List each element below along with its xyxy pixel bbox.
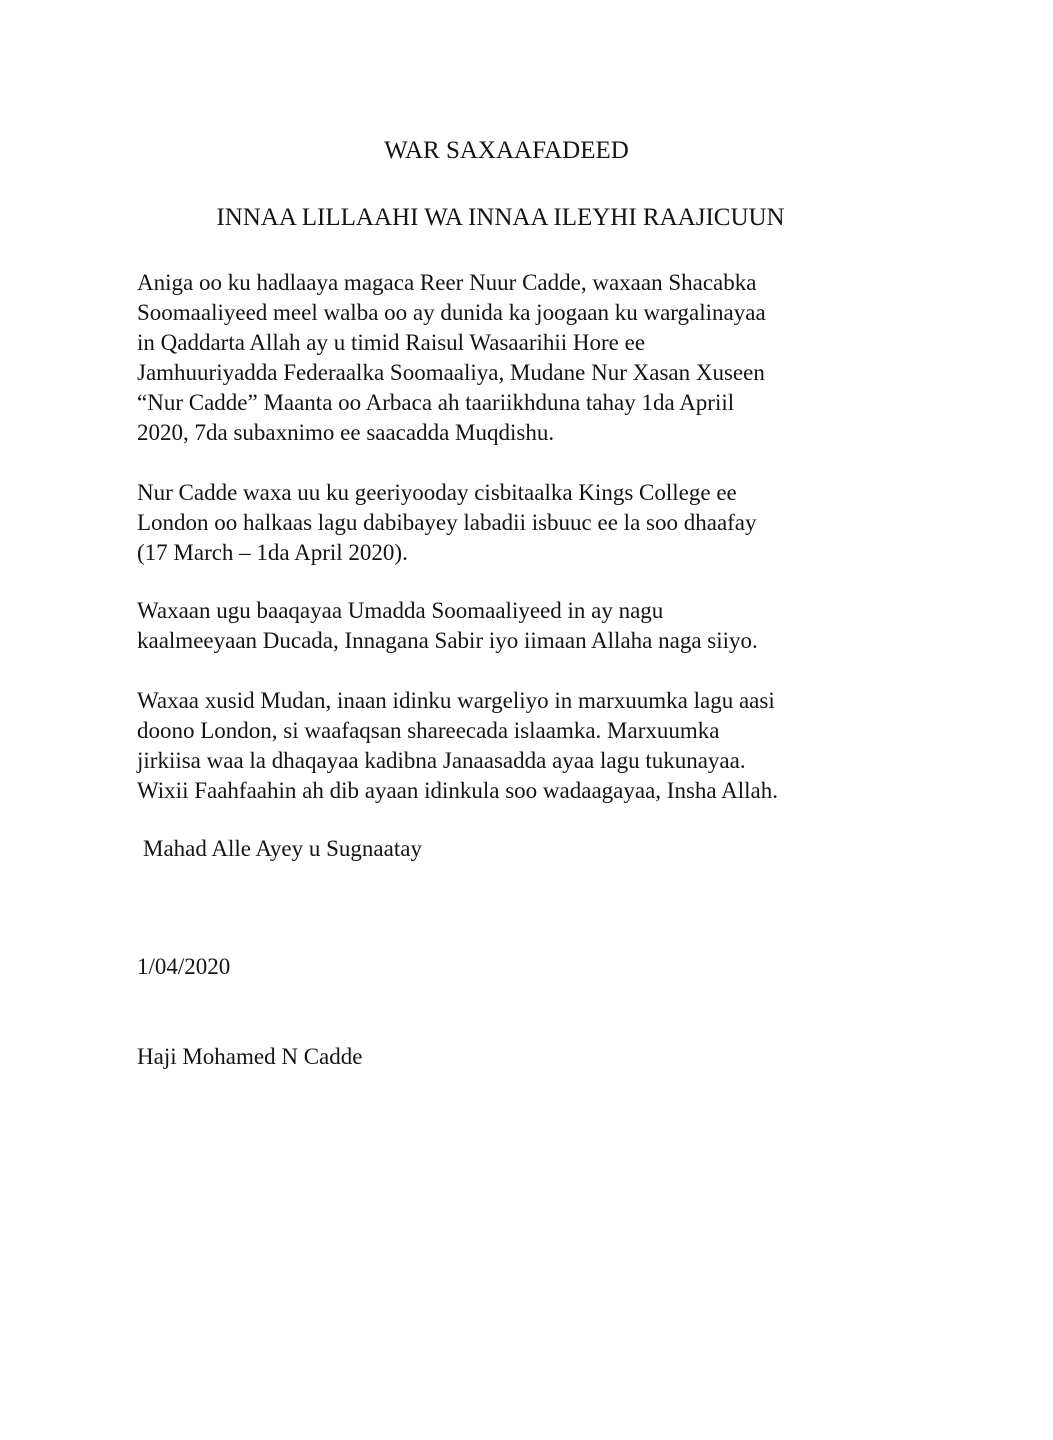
paragraph-line: (17 March – 1da April 2020). (137, 540, 408, 565)
signatory-name: Haji Mohamed N Cadde (137, 1044, 363, 1069)
paragraph-line: in Qaddarta Allah ay u timid Raisul Wasaarihii Hore ee (137, 330, 646, 355)
document-title: WAR SAXAAFADEED (384, 137, 629, 164)
paragraph-burial (137, 686, 907, 806)
paragraph-line: Aniga oo ku hadlaaya magaca Reer Nuur Cadde, waxaan Shacabka (137, 270, 757, 295)
paragraph-announcement (137, 268, 907, 448)
paragraph-line: “Nur Cadde” Maanta oo Arbaca ah taariikhduna tahay 1da Apriil (137, 390, 735, 415)
document-subtitle: INNAA LILLAAHI WA INNAA ILEYHI RAAJICUUN (216, 204, 785, 231)
paragraph-appeal (137, 596, 907, 656)
paragraph-line: Soomaaliyeed meel walba oo ay dunida ka joogaan ku wargalinayaa (137, 300, 766, 325)
paragraph-line: Jamhuuriyadda Federaalka Soomaaliya, Mudane Nur Xasan Xuseen (137, 360, 765, 385)
paragraph-line: jirkiisa waa la dhaqayaa kadibna Janaasadda ayaa lagu tukunayaa. (137, 748, 746, 773)
closing-line: Mahad Alle Ayey u Sugnaatay (143, 836, 422, 861)
document-date: 1/04/2020 (137, 954, 231, 979)
paragraph-line: London oo halkaas lagu dabibayey labadii isbuuc ee la soo dhaafay (137, 510, 757, 535)
paragraph-line: 2020, 7da subaxnimo ee saacadda Muqdishu. (137, 420, 555, 445)
paragraph-hospital (137, 478, 907, 568)
paragraph-line: Nur Cadde waxa uu ku geeriyooday cisbitaalka Kings College ee (137, 480, 737, 505)
paragraph-line: Waxaan ugu baaqayaa Umadda Soomaaliyeed in ay nagu (137, 598, 664, 623)
paragraph-line: Wixii Faahfaahin ah dib ayaan idinkula soo wadaagayaa, Insha Allah. (137, 778, 778, 803)
paragraph-line: Waxaa xusid Mudan, inaan idinku wargeliyo in marxuumka lagu aasi (137, 688, 775, 713)
paragraph-line: kaalmeeyaan Ducada, Innagana Sabir iyo iimaan Allaha naga siiyo. (137, 628, 758, 653)
paragraph-line: doono London, si waafaqsan shareecada islaamka. Marxuumka (137, 718, 720, 743)
